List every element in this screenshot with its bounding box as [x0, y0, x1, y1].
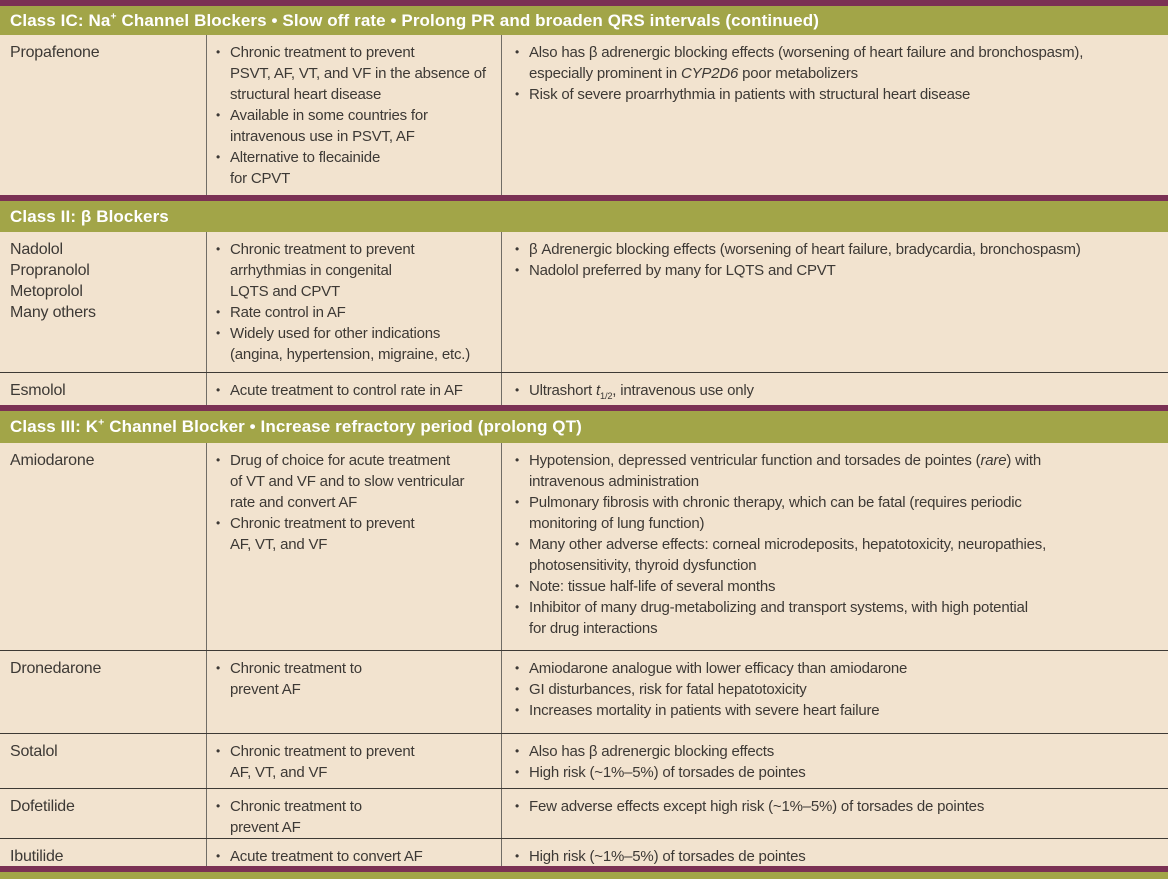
bullet-icon: •: [515, 579, 520, 593]
bullet-item: [514, 492, 1160, 534]
drug-name-cell: [0, 373, 206, 405]
bullet-text: GI disturbances, risk for fatal hepatotoxicity: [529, 681, 807, 698]
table-row: [0, 232, 1168, 372]
indications-cell: [206, 789, 502, 838]
bullet-item: [514, 576, 1160, 597]
adverse-effects-cell: [502, 789, 1168, 838]
bullet-item: [514, 84, 1160, 105]
bullet-icon: •: [515, 600, 520, 614]
bullet-icon: •: [216, 326, 221, 340]
bullet-icon: •: [216, 661, 221, 675]
section-header-text: Class IC: Na+ Channel Blockers • Slow off rate • Prolong PR and broaden QRS intervals (continued): [10, 9, 819, 30]
bullet-text: Ultrashort $t_{1/2}$, intravenous use only: [529, 382, 754, 401]
indications-cell: [206, 651, 502, 733]
drug-name-cell: [0, 789, 206, 838]
bullet-text: Widely used for other indications (angina, hypertension, migraine, etc.): [230, 325, 471, 363]
table-row: [0, 788, 1168, 838]
table-row: [0, 733, 1168, 788]
table-row: [0, 35, 1168, 195]
bullet-item: [215, 239, 498, 302]
bullet-text: High risk (~1%–5%) of torsades de pointes: [529, 848, 806, 865]
drug-name: Propafenone: [10, 44, 100, 61]
bullet-text: β Adrenergic blocking effects (worsening of heart failure, bradycardia, bronchospasm): [529, 241, 1081, 258]
bullet-item: [215, 42, 498, 105]
bullet-icon: •: [515, 453, 520, 467]
section-header-class-ii: [0, 201, 1168, 232]
bullet-text: Increases mortality in patients with severe heart failure: [529, 702, 880, 719]
bullet-icon: •: [515, 87, 520, 101]
section-header-text: Class II: β Blockers: [10, 206, 169, 226]
bullet-item: [514, 42, 1160, 84]
indications-cell: [206, 373, 502, 405]
bullet-text: Few adverse effects except high risk (~1%–5%) of torsades de pointes: [529, 798, 985, 815]
bullet-icon: •: [515, 495, 520, 509]
drug-name: Amiodarone: [10, 452, 95, 469]
bullet-item: [514, 846, 1160, 867]
bullet-icon: •: [515, 849, 520, 863]
section-class-iii: [0, 411, 1168, 866]
bullet-item: [215, 658, 498, 700]
bullet-text: Also has β adrenergic blocking effects (worsening of heart failure and bronchospasm), especially prominent in CYP2D6 poor metabolizers: [529, 44, 1084, 82]
drug-name-cell: [0, 35, 206, 195]
bullet-icon: •: [216, 383, 221, 397]
bullet-text: Acute treatment to control rate in AF: [230, 382, 463, 399]
bullet-icon: •: [515, 661, 520, 675]
adverse-effects-cell: [502, 232, 1168, 372]
bullet-item: [215, 105, 498, 147]
bullet-text: Many other adverse effects: corneal microdeposits, hepatotoxicity, neuropathies, photosensitivity, thyroid dysfunction: [529, 536, 1047, 574]
bullet-icon: •: [216, 305, 221, 319]
adverse-effects-cell: [502, 839, 1168, 866]
bullet-icon: •: [515, 703, 520, 717]
bullet-text: Chronic treatment to prevent arrhythmias in congenital LQTS and CPVT: [230, 241, 415, 300]
bullet-item: [514, 380, 1160, 401]
drug-name: Nadolol Propranolol Metoprolol Many others: [10, 241, 96, 321]
bullet-text: High risk (~1%–5%) of torsades de pointes: [529, 764, 806, 781]
bullet-icon: •: [216, 108, 221, 122]
indications-cell: [206, 734, 502, 788]
bullet-item: [514, 260, 1160, 281]
bullet-icon: •: [515, 765, 520, 779]
drug-name: Esmolol: [10, 382, 66, 399]
bullet-icon: •: [515, 537, 520, 551]
bullet-item: [514, 762, 1160, 783]
adverse-effects-cell: [502, 651, 1168, 733]
bullet-text: Chronic treatment to prevent PSVT, AF, VT, and VF in the absence of structural heart disease: [230, 44, 486, 103]
bullet-icon: •: [515, 263, 520, 277]
adverse-effects-cell: [502, 443, 1168, 650]
bullet-icon: •: [515, 682, 520, 696]
drug-name-cell: [0, 443, 206, 650]
section-class-ic: [0, 6, 1168, 195]
bullet-item: [215, 323, 498, 365]
bullet-icon: •: [216, 799, 221, 813]
drug-name-cell: [0, 839, 206, 866]
bullet-item: [215, 147, 498, 189]
bullet-item: [215, 846, 498, 867]
bullet-item: [215, 302, 498, 323]
bullet-item: [514, 450, 1160, 492]
bullet-item: [215, 741, 498, 783]
drug-name: Dofetilide: [10, 798, 75, 815]
bullet-text: Nadolol preferred by many for LQTS and CPVT: [529, 262, 836, 279]
section-class-ii: [0, 201, 1168, 405]
bullet-item: [215, 513, 498, 555]
bullet-text: Also has β adrenergic blocking effects: [529, 743, 775, 760]
bullet-text: Amiodarone analogue with lower efficacy than amiodarone: [529, 660, 908, 677]
indications-cell: [206, 232, 502, 372]
bullet-icon: •: [216, 150, 221, 164]
bullet-icon: •: [216, 516, 221, 530]
bullet-text: Chronic treatment to prevent AF: [230, 798, 362, 836]
indications-cell: [206, 35, 502, 195]
adverse-effects-cell: [502, 734, 1168, 788]
bullet-item: [514, 700, 1160, 721]
table-row: [0, 443, 1168, 650]
bullet-item: [514, 741, 1160, 762]
bullet-item: [215, 380, 498, 401]
bullet-icon: •: [515, 383, 520, 397]
bullet-item: [215, 796, 498, 838]
bullet-icon: •: [515, 242, 520, 256]
bullet-icon: •: [216, 45, 221, 59]
drug-name: Ibutilide: [10, 848, 64, 865]
drug-name-cell: [0, 651, 206, 733]
bullet-item: [514, 679, 1160, 700]
bullet-icon: •: [216, 242, 221, 256]
bullet-item: [215, 450, 498, 513]
bullet-text: Chronic treatment to prevent AF: [230, 660, 362, 698]
table-row: [0, 372, 1168, 405]
bullet-text: Inhibitor of many drug-metabolizing and transport systems, with high potential for drug interactions: [529, 599, 1028, 637]
bullet-text: Risk of severe proarrhythmia in patients with structural heart disease: [529, 86, 971, 103]
bullet-item: [514, 239, 1160, 260]
bullet-item: [514, 534, 1160, 576]
bullet-icon: •: [515, 799, 520, 813]
bullet-item: [514, 658, 1160, 679]
bullet-text: Acute treatment to convert AF: [230, 848, 423, 865]
drug-name-cell: [0, 734, 206, 788]
bullet-text: Available in some countries for intravenous use in PSVT, AF: [230, 107, 428, 145]
bullet-icon: •: [216, 849, 221, 863]
section-header-class-ic: [0, 6, 1168, 35]
drug-name: Dronedarone: [10, 660, 102, 677]
bullet-item: [514, 597, 1160, 639]
bullet-text: Chronic treatment to prevent AF, VT, and VF: [230, 515, 415, 553]
bullet-text: Hypotension, depressed ventricular function and torsades de pointes (rare) with intravenous administration: [529, 452, 1041, 490]
section-rows-class-ii: [0, 232, 1168, 405]
bullet-text: Chronic treatment to prevent AF, VT, and VF: [230, 743, 415, 781]
section-rows-class-ic: [0, 35, 1168, 195]
table-row: [0, 838, 1168, 866]
bullet-item: [514, 796, 1160, 817]
bullet-icon: •: [216, 453, 221, 467]
section-rows-class-iii: [0, 443, 1168, 866]
table-row: [0, 650, 1168, 733]
drug-name: Sotalol: [10, 743, 58, 760]
indications-cell: [206, 839, 502, 866]
bullet-icon: •: [515, 744, 520, 758]
adverse-effects-cell: [502, 373, 1168, 405]
bullet-text: Alternative to flecainide for CPVT: [230, 149, 381, 187]
bottom-olive-bar: [0, 872, 1168, 879]
bullet-text: Drug of choice for acute treatment of VT and VF and to slow ventricular rate and convert AF: [230, 452, 465, 511]
drug-name-cell: [0, 232, 206, 372]
bullet-text: Note: tissue half-life of several months: [529, 578, 776, 595]
bullet-icon: •: [515, 45, 520, 59]
section-header-class-iii: [0, 411, 1168, 443]
adverse-effects-cell: [502, 35, 1168, 195]
bullet-icon: •: [216, 744, 221, 758]
bullet-text: Pulmonary fibrosis with chronic therapy, which can be fatal (requires periodic monitoring of lung function): [529, 494, 1022, 532]
indications-cell: [206, 443, 502, 650]
section-header-text: Class III: K+ Channel Blocker • Increase refractory period (prolong QT): [10, 416, 582, 436]
bullet-text: Rate control in AF: [230, 304, 346, 321]
